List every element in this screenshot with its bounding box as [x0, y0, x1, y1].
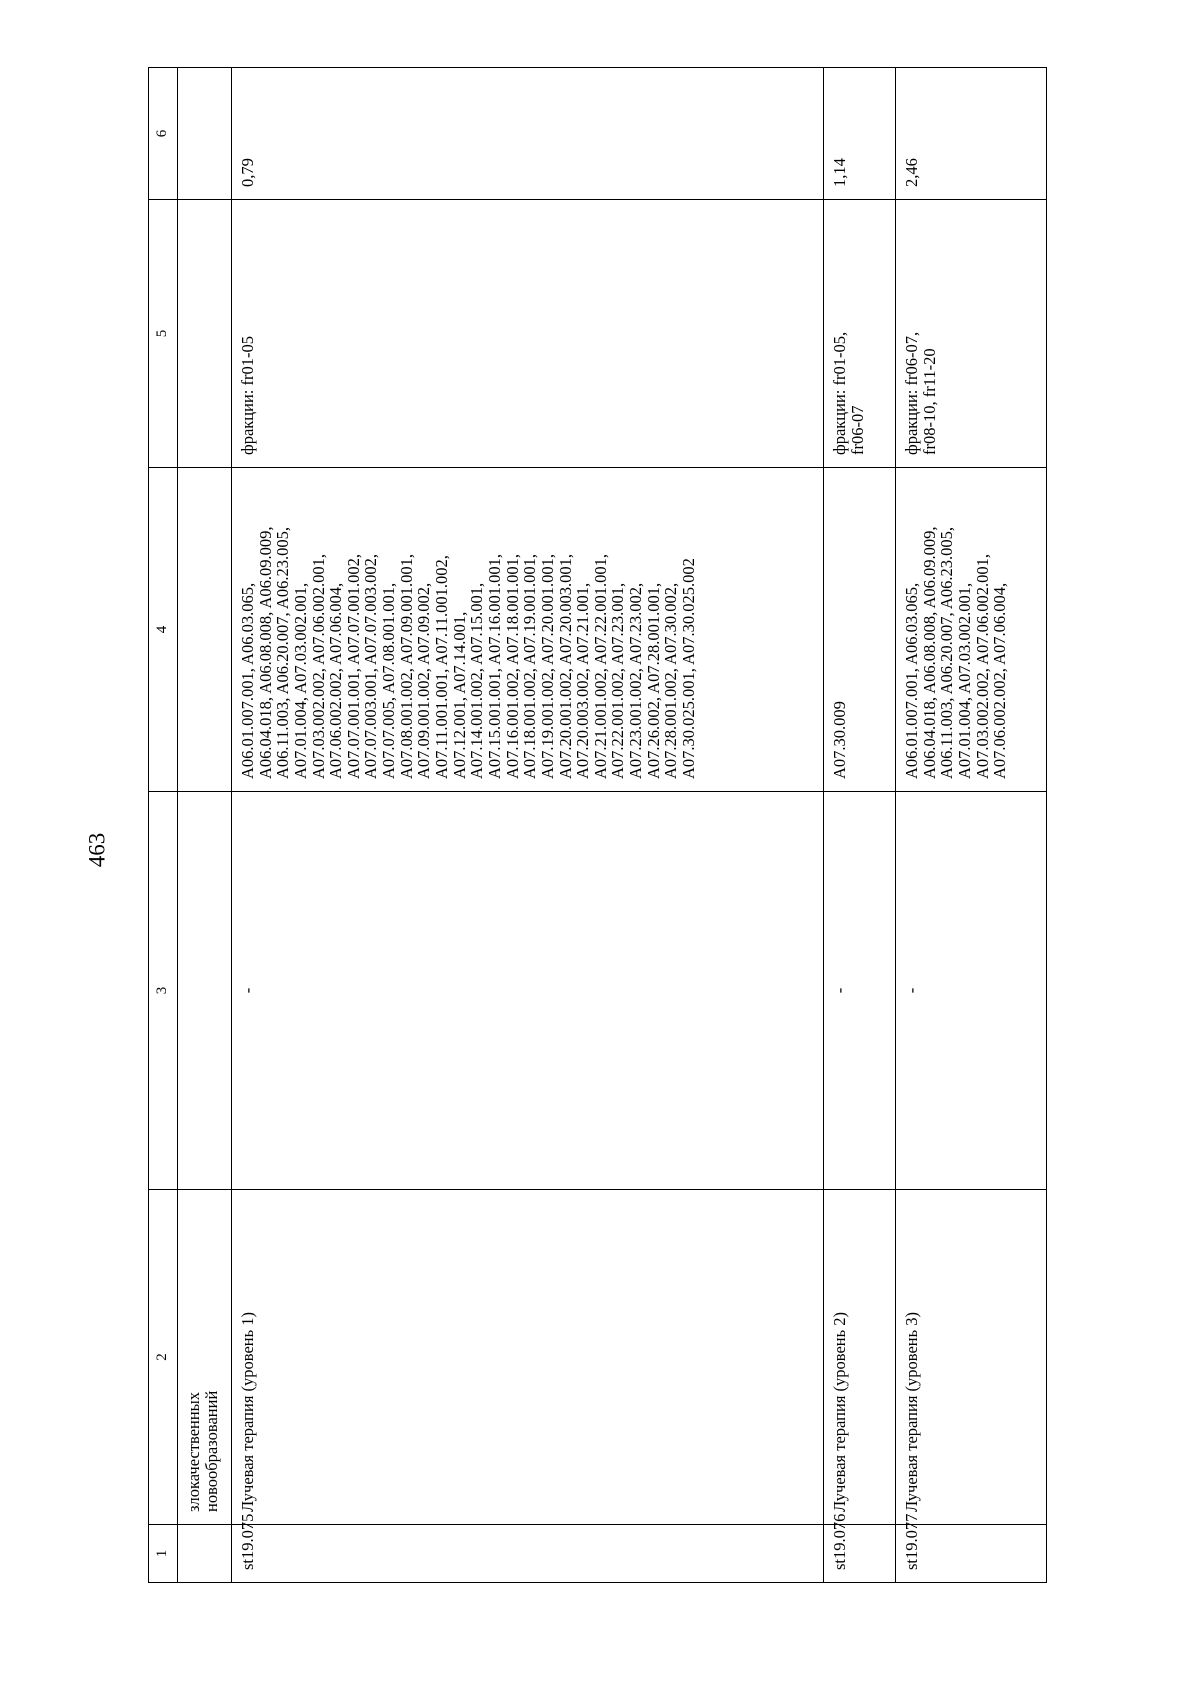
- row-coefficient: 1,14: [824, 68, 896, 200]
- rotated-table-wrapper: [148, 68, 1083, 1583]
- row-coefficient: 2,46: [896, 68, 1047, 200]
- row-name: Лучевая терапия (уровень 3): [896, 1190, 1047, 1525]
- page-number: [82, 832, 112, 868]
- continuation-row: [178, 68, 232, 1583]
- table-row: [232, 68, 824, 1583]
- continuation-cell-3: [178, 792, 232, 1190]
- row-coefficient: 0,79: [232, 68, 824, 200]
- continuation-name: злокачественных новообразований: [178, 1190, 232, 1525]
- row-code: st19.077: [896, 1525, 1047, 1583]
- row-col3: -: [232, 792, 824, 1190]
- row-criteria: фракции: fr01-05, fr06-07: [824, 200, 896, 468]
- row-criteria: фракции: fr01-05: [232, 200, 824, 468]
- row-col3: -: [824, 792, 896, 1190]
- row-name: Лучевая терапия (уровень 1): [232, 1190, 824, 1525]
- row-services: A07.30.009: [824, 468, 896, 792]
- row-name: Лучевая терапия (уровень 2): [824, 1190, 896, 1525]
- continuation-cell-1: [178, 1525, 232, 1583]
- header-cell-2: 2: [149, 1190, 178, 1525]
- table-row: [896, 68, 1047, 1583]
- header-cell-5: 5: [149, 200, 178, 468]
- row-col3: -: [896, 792, 1047, 1190]
- table-row: [824, 68, 896, 1583]
- header-cell-6: 6: [149, 68, 178, 200]
- header-cell-4: 4: [149, 468, 178, 792]
- table-header-row: [149, 68, 178, 1583]
- row-services: A06.01.007.001, A06.03.065, A06.04.018, A06.08.008, A06.09.009, A06.11.003, A06.20.007, A06.23.005, A07.01.004, A07.03.002.001, A07.03.002.002, A07.06.002.001, A07.06.002.002, A07.06.004,: [896, 468, 1047, 792]
- tariff-table: [148, 67, 1047, 1583]
- row-services: A06.01.007.001, A06.03.065, A06.04.018, A06.08.008, A06.09.009, A06.11.003, A06.20.007, A06.23.005, A07.01.004, A07.03.002.001, A07.03.002.002, A07.06.002.001, A07.06.002.002, A07.06.004, A07.07.001.001, A07.07.001.002, A07.07.003.001, A07.07.003.002, A07.07.005, A07.08.001.001, A07.08.001.002, A07.09.001.001, A07.09.001.002, A07.09.002, A07.11.001.001, A07.11.001.002, A07.12.001, A07.14.001, A07.14.001.002, A07.15.001, A07.15.001.001, A07.16.001.001, A07.16.001.002, A07.18.001.001, A07.18.001.002, A07.19.001.001, A07.19.001.002, A07.20.001.001, A07.20.001.002, A07.20.003.001, A07.20.003.002, A07.21.001, A07.21.001.002, A07.22.001.001, A07.22.001.002, A07.23.001, A07.23.001.002, A07.23.002, A07.26.002, A07.28.001.001, A07.28.001.002, A07.30.002, A07.30.025.001, A07.30.025.002: [232, 468, 824, 792]
- header-cell-1: 1: [149, 1525, 178, 1583]
- header-cell-3: 3: [149, 792, 178, 1190]
- continuation-cell-6: [178, 68, 232, 200]
- row-code: st19.076: [824, 1525, 896, 1583]
- row-code: st19.075: [232, 1525, 824, 1583]
- page-number-text: 463: [84, 832, 109, 868]
- row-criteria: фракции: fr06-07, fr08-10, fr11-20: [896, 200, 1047, 468]
- continuation-cell-5: [178, 200, 232, 468]
- continuation-cell-4: [178, 468, 232, 792]
